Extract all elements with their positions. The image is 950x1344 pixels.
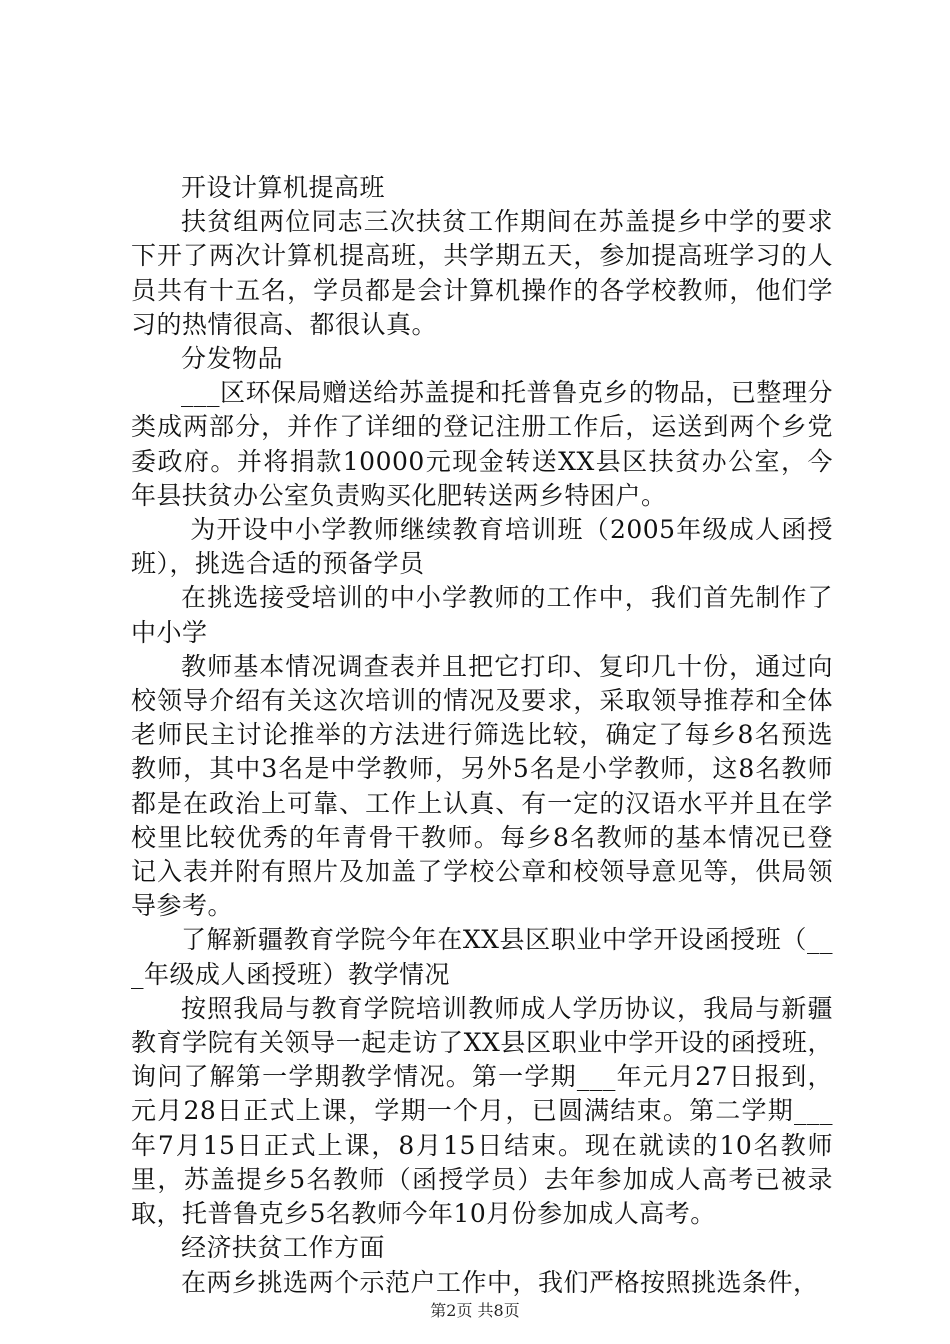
paragraph-teacher-selection-detail: 教师基本情况调查表并且把它打印、复印几十份，通过向校领导介绍有关这次培训的情况及要求，采取领导推荐和全体老师民主讨论推举的方法进行筛选比较，确定了每乡8名预选教师，其中3名是中学教师，另外5名是小学教师，这8名教师都是在政治上可靠、工作上认真、有一定的汉语水平并且在学校里比较优秀的年青骨干教师。每乡8名教师的基本情况已登记入表并附有照片及加盖了学校公章和校领导意见等，供局领导参考。 bbox=[131, 651, 833, 921]
section-heading-economic-aid: 经济扶贫工作方面 bbox=[181, 1233, 386, 1263]
document-body bbox=[131, 171, 833, 1300]
section-heading-correspondence-class: 了解新疆教育学院今年在XX县区职业中学开设函授班（___年级成人函授班）教学情况 bbox=[131, 925, 833, 989]
section-heading-teacher-training: 为开设中小学教师继续教育培训班（2005年级成人函授班），挑选合适的预备学员 bbox=[131, 515, 833, 579]
paragraph-correspondence-class: 按照我局与教育学院培训教师成人学历协议，我局与新疆教育学院有关领导一起走访了XX县区职业中学开设的函授班，询问了解第一学期教学情况。第一学期___年元月27日报到，元月28日正式上课，学期一个月，已圆满结束。第二学期___年7月15日正式上课，8月15日结束。现在就读的10名教师里，苏盖提乡5名教师（函授学员）去年参加成人高考已被录取，托普鲁克乡5名教师今年10月份参加成人高考。 bbox=[131, 993, 833, 1229]
section-heading-computer-class: 开设计算机提高班 bbox=[181, 173, 386, 202]
page-number-footer: 第2页 共8页 bbox=[430, 1301, 520, 1320]
paragraph-economic-aid: 在两乡挑选两个示范户工作中，我们严格按照挑选条件， bbox=[181, 1267, 819, 1297]
paragraph-teacher-selection-intro: 在挑选接受培训的中小学教师的工作中，我们首先制作了中小学 bbox=[131, 583, 833, 647]
paragraph-computer-class: 扶贫组两位同志三次扶贫工作期间在苏盖提乡中学的要求下开了两次计算机提高班，共学期五天，参加提高班学习的人员共有十五名，学员都是会计算机操作的各学校教师，他们学习的热情很高、都很认真。 bbox=[131, 207, 833, 339]
paragraph-distribute-goods: ___区环保局赠送给苏盖提和托普鲁克乡的物品，已整理分类成两部分，并作了详细的登记注册工作后，运送到两个乡党委政府。并将捐款10000元现金转送XX县区扶贫办公室，今年县扶贫办公室负责购买化肥转送两乡特困户。 bbox=[131, 378, 833, 510]
section-heading-distribute-goods: 分发物品 bbox=[181, 344, 284, 374]
